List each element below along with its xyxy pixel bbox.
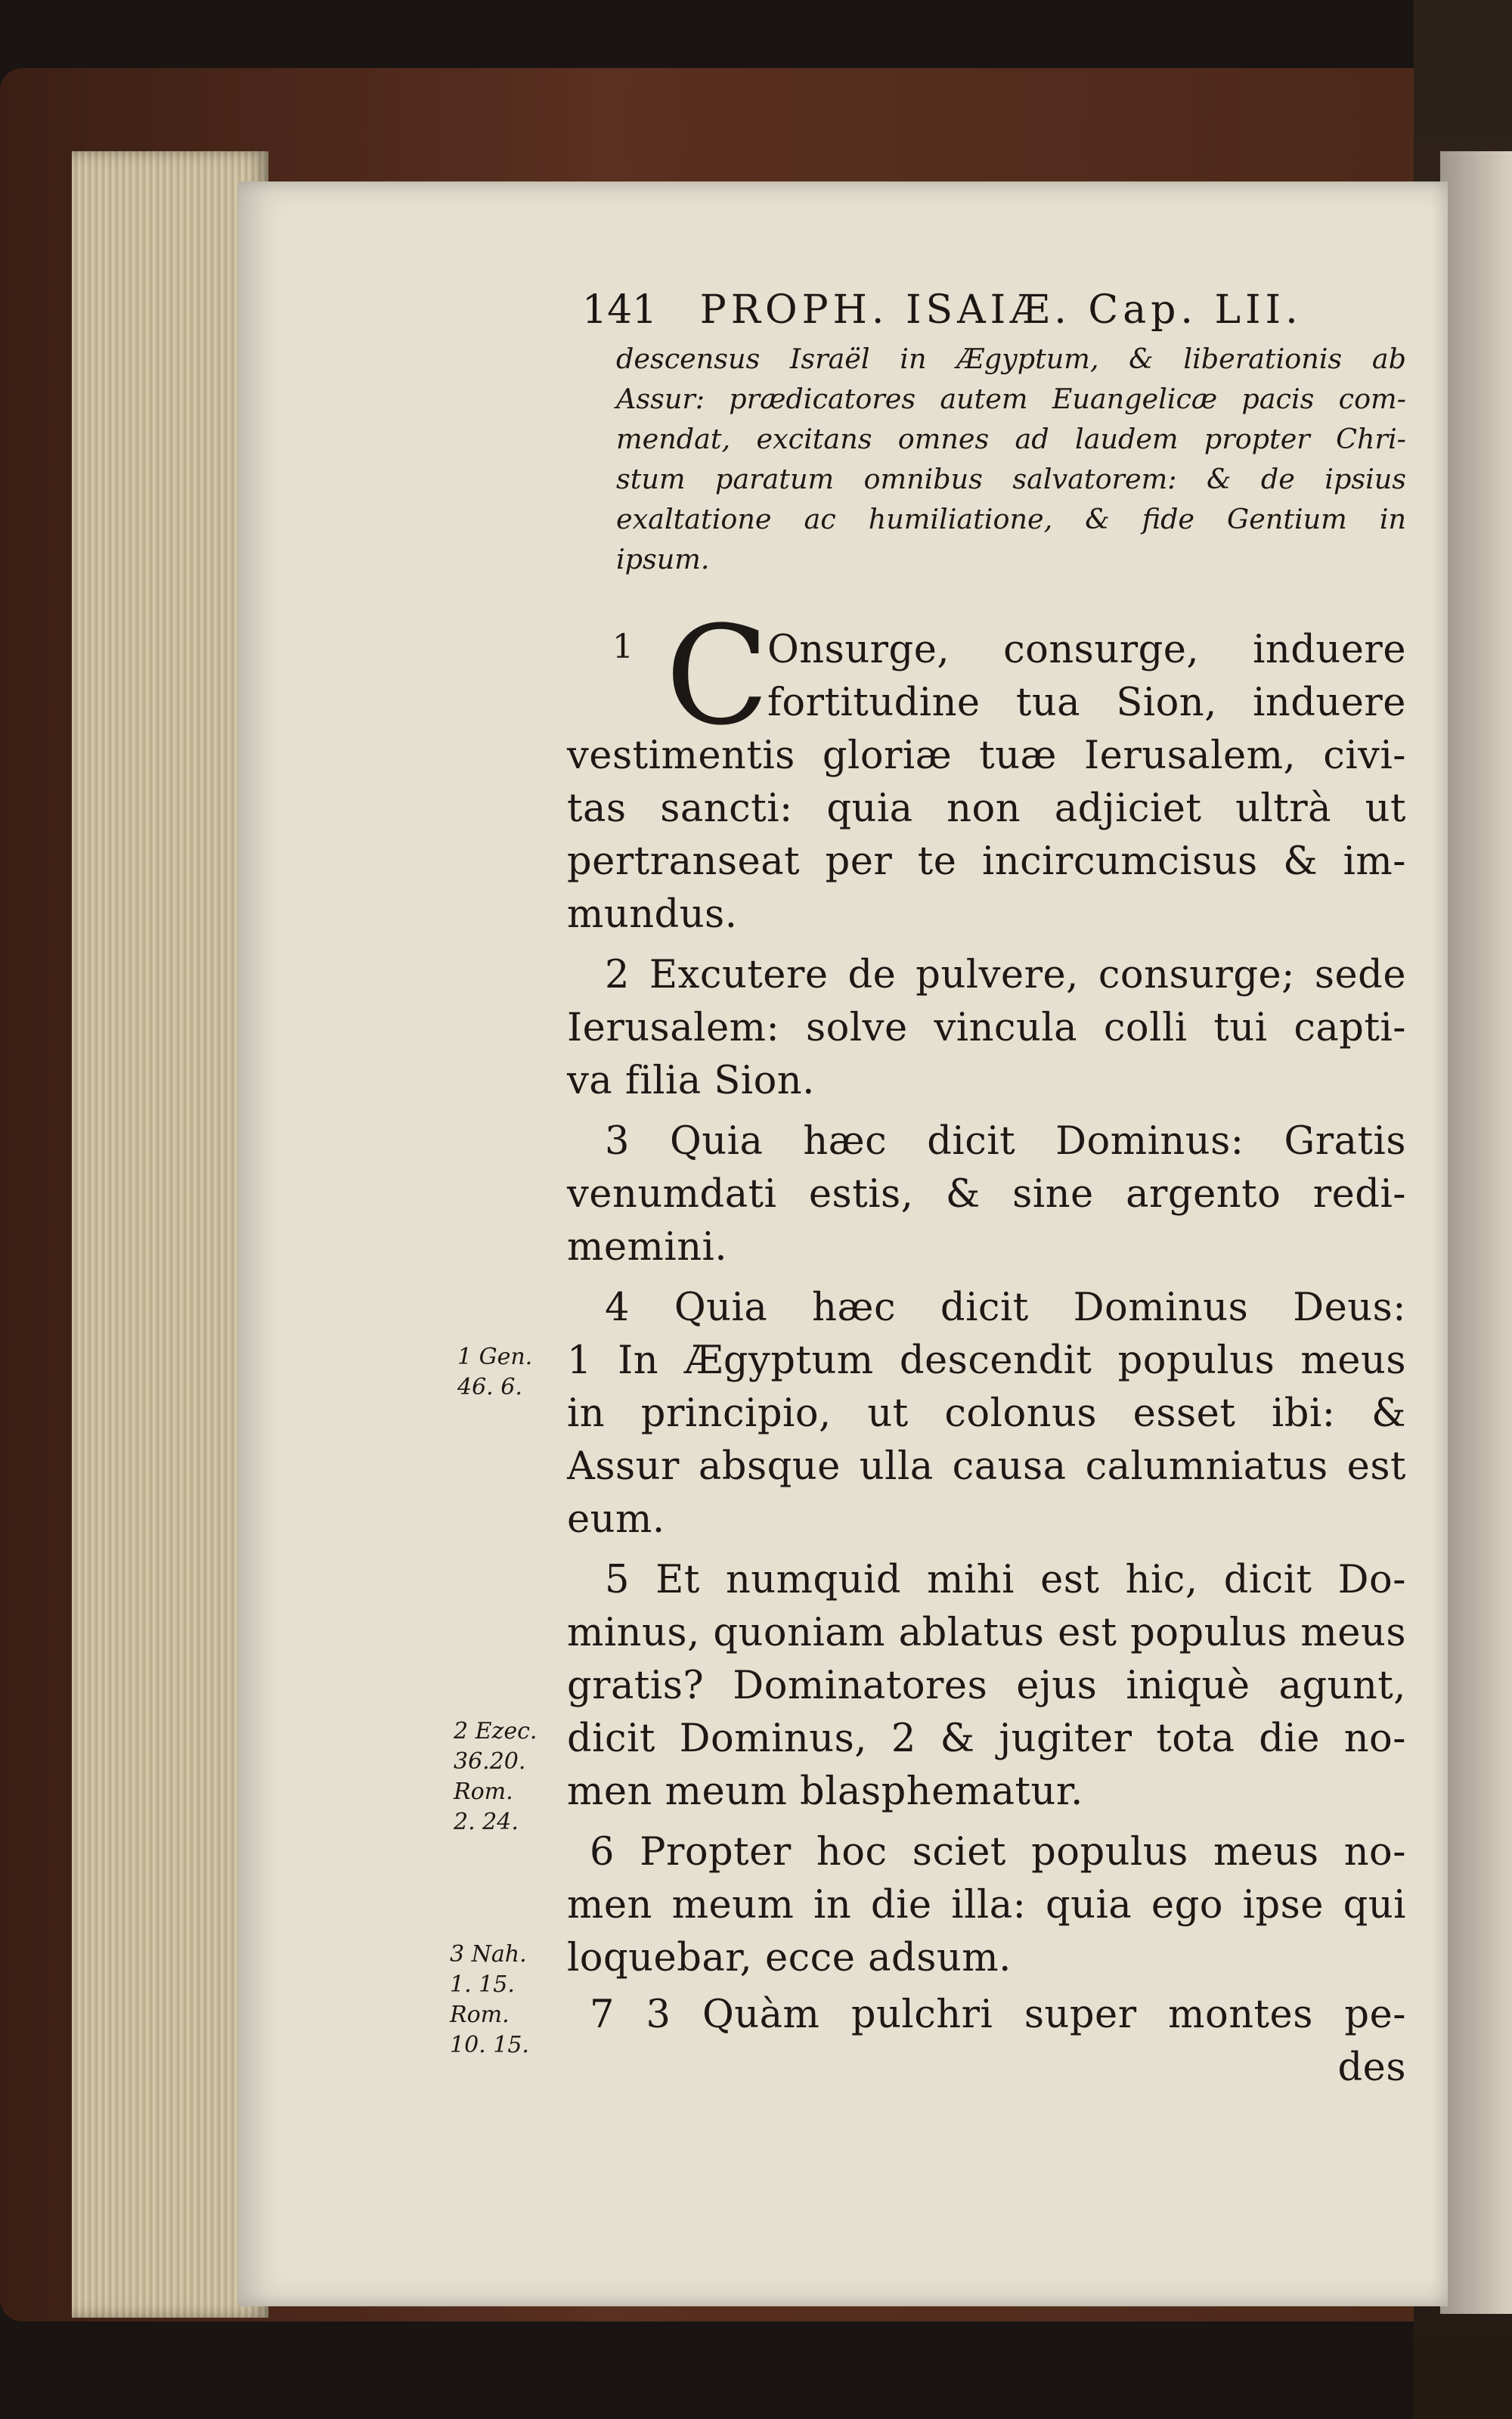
text-line: dicit Dominus, 2 & jugiter tota die no- xyxy=(567,1717,1406,1761)
margin-note-line: 36.20. xyxy=(454,1748,526,1775)
text-line: 4 Quia hæc dicit Dominus Deus: xyxy=(605,1285,1406,1330)
text-line: 3 Quia hæc dicit Dominus: Gratis xyxy=(605,1119,1406,1164)
text-line: 5 Et numquid mihi est hic, dicit Do- xyxy=(605,1558,1406,1602)
text-line: loquebar, ecce adsum. xyxy=(567,1936,1012,1980)
text-line: tas sancti: quia non adjiciet ultrà ut xyxy=(567,786,1406,831)
margin-note-line: Rom. xyxy=(450,2002,510,2028)
next-page-edge xyxy=(1440,151,1512,2314)
margin-note-line: 2 Ezec. xyxy=(454,1718,538,1744)
text-line: 2 Excutere de pulvere, consurge; sede xyxy=(605,953,1406,997)
text-line: Assur absque ulla causa calumniatus est xyxy=(567,1444,1406,1489)
summary-line: descensus Israël in Ægyptum, & liberationis ab xyxy=(616,343,1406,375)
catchword: des xyxy=(1337,2045,1406,2090)
text-line: men meum in die illa: quia ego ipse qui xyxy=(567,1883,1406,1927)
text-line: in principio, ut colonus esset ibi: & xyxy=(567,1391,1406,1436)
margin-note-line: 46. 6. xyxy=(457,1374,522,1400)
chapter-summary xyxy=(616,339,1406,579)
summary-line: stum paratum omnibus salvatorem: & de ipsius xyxy=(616,463,1406,495)
text-line: eum. xyxy=(567,1497,665,1542)
text-line: Ierusalem: solve vincula colli tui capti- xyxy=(567,1006,1406,1050)
margin-note xyxy=(450,1940,529,2061)
text-line: mundus. xyxy=(567,892,738,937)
text-line: 1 In Ægyptum descendit populus meus xyxy=(567,1338,1406,1383)
margin-note xyxy=(454,1717,537,1838)
verse-5 xyxy=(567,1554,1406,1819)
margin-note-line: 1. 15. xyxy=(450,1971,515,1998)
verse-6 xyxy=(567,1826,1406,1985)
verse-1-opening xyxy=(767,624,1406,730)
text-line: memini. xyxy=(567,1225,728,1270)
text-line: minus, quoniam ablatus est populus meus xyxy=(567,1611,1406,1655)
verse-1-body xyxy=(567,730,1406,941)
running-title: PROPH. ISAIÆ. Cap. LII. xyxy=(699,287,1303,333)
text-line: va filia Sion. xyxy=(567,1059,815,1103)
summary-line: Assur: prædicatores autem Euangelicæ pacis com- xyxy=(616,383,1406,415)
drop-cap: C xyxy=(665,597,770,755)
verse-3 xyxy=(567,1115,1406,1274)
text-line: men meum blasphematur. xyxy=(567,1769,1083,1814)
summary-line: ipsum. xyxy=(616,543,710,575)
text-line: 7 3 Quàm pulchri super montes pe- xyxy=(590,1993,1406,2037)
margin-note xyxy=(457,1342,532,1403)
margin-note-line: 3 Nah. xyxy=(450,1941,527,1968)
text-line: pertranseat per te incircumcisus & im- xyxy=(567,839,1406,884)
margin-note-line: 10. 15. xyxy=(450,2032,529,2058)
verse-7 xyxy=(567,1989,1406,2095)
verse-4 xyxy=(567,1282,1406,1546)
page-number: 141 xyxy=(582,287,658,333)
margin-note-line: 2. 24. xyxy=(454,1809,519,1835)
text-line: fortitudine tua Sion, induere xyxy=(767,681,1406,725)
text-line: 6 Propter hoc sciet populus meus no- xyxy=(590,1830,1406,1875)
text-line: vestimentis gloriæ tuæ Ierusalem, civi- xyxy=(567,733,1406,778)
verse-number: 1 xyxy=(612,628,634,666)
text-line: gratis? Dominatores ejus iniquè agunt, xyxy=(567,1664,1406,1708)
summary-line: exaltatione ac humiliatione, & fide Gentium in xyxy=(616,503,1406,535)
verse-2 xyxy=(567,949,1406,1108)
text-line: venumdati estis, & sine argento redi- xyxy=(567,1172,1406,1217)
margin-note-line: 1 Gen. xyxy=(457,1344,533,1370)
margin-note-line: Rom. xyxy=(454,1779,513,1805)
summary-line: mendat, excitans omnes ad laudem propter Chri- xyxy=(616,423,1406,455)
text-line: Onsurge, consurge, induere xyxy=(767,628,1406,672)
